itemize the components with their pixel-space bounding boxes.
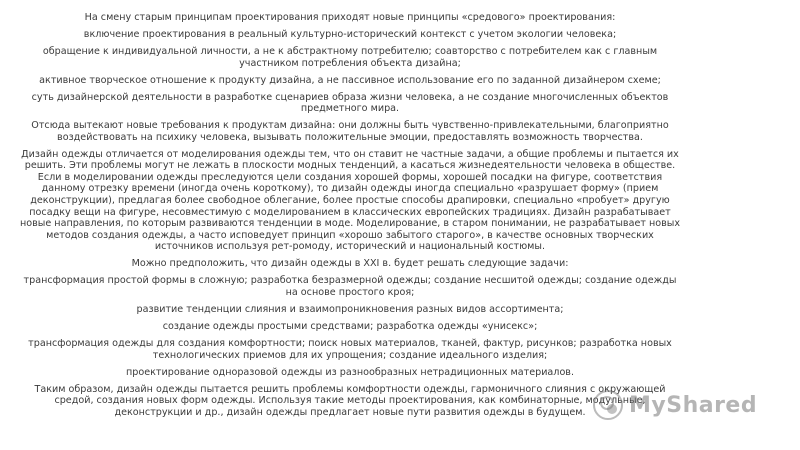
paragraph-intro: На смену старым принципам проектирования приходят новые принципы «средового» проектирования: [84, 12, 616, 23]
slide-text-body [18, 12, 682, 424]
paragraph-task-unisex: создание одежды простыми средствами; разработка одежды «унисекс»; [162, 320, 538, 332]
paragraph-design-vs-modeling: Дизайн одежды отличается от моделирования одежды тем, что он ставит не частные задачи, а общие проблемы и пытается их решить. Эти проблемы могут не лежать в плоскости модных тенденций, а касаться жизнедеятельности человека в обществе. Если в моделировании одежды преследуются цели создания хорошей формы, хорошей посадки на фигуре, соответствия данному отрезку времени (иногда очень короткому), то дизайн одежды иногда специально «разрушает форму» (прием деконструкции), предлагая более свободное облегание, более простые способы драпировки, специально «пробует» другую посадку вещи на фигуре, несовместимую с моделированием в классических европейских традициях. Дизайн разрабатывает новые направления, по которым развиваются тенденции в моде. Моделирование, в старом понимании, не разрабатывает новых методов создания одежды, а часто исповедует принцип «хорошо забытого старого», в качестве основных творческих источников используя рет-ромоду, исторический и национальный костюмы. [19, 148, 681, 253]
paragraph-task-comfort: трансформация одежды для создания комфортности; поиск новых материалов, тканей, фактур, рисунков; разработка новых технологических приемов для их упрощения; создание идеального изделия; [28, 337, 672, 361]
paragraph-principle-active: активное творческое отношение к продукту дизайна, а не пассивное использование его по заданной дизайнером схеме; [39, 74, 661, 86]
paragraph-principle-context: включение проектирования в реальный культурно-исторический контекст с учетом экологии человека; [83, 28, 617, 40]
paragraph-task-disposable: проектирование одноразовой одежды из разнообразных нетрадиционных материалов. [125, 366, 575, 378]
paragraph-task-transformation: трансформация простой формы в сложную; разработка безразмерной одежды; создание несшитой одежды; создание одежды на основе простого кроя; [23, 275, 677, 298]
paragraph-conclusion: Таким образом, дизайн одежды пытается решить проблемы комфортности одежды, гармоничного слияния с окружающей средой, создания новых форм одежды. Используя такие методы проектирования, как комбинаторные, модульные, деконструкции и др., дизайн одежды предлагает новые пути развития одежды в будущем. [34, 383, 666, 418]
paragraph-principle-scenarios: суть дизайнерской деятельности в разработке сценариев образа жизни человека, а не создание многочисленных объектов предметного мира. [31, 91, 669, 115]
paragraph-principle-individual: обращение к индивидуальной личности, а не к абстрактному потребителю; соавторство с потребителем как с главным участником потребления объекта дизайна; [42, 45, 658, 69]
paragraph-requirements: Отсюда вытекают новые требования к продуктам дизайна: они должны быть чувственно-привлекательными, благоприятно воздействовать на психику человека, вызывать положительные эмоции, предоставлять возможность творчества. [31, 120, 669, 143]
paragraph-task-merging: развитие тенденции слияния и взаимопроникновения разных видов ассортимента; [136, 303, 564, 315]
watermark-text: MyShared [629, 392, 758, 418]
paragraph-tasks-intro: Можно предположить, что дизайн одежды в XXI в. будет решать следующие задачи: [131, 258, 569, 270]
